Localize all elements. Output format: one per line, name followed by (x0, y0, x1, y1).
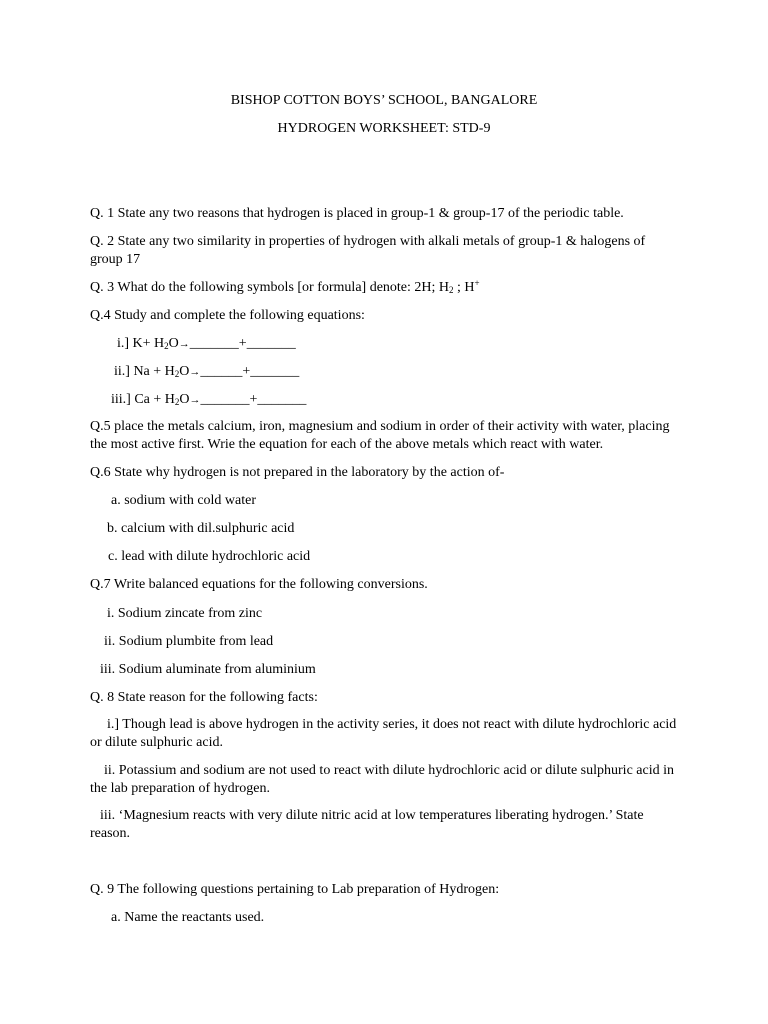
question-7-item-i: i. Sodium zincate from zinc (107, 606, 263, 621)
question-6-option-b: b. calcium with dil.sulphuric acid (107, 521, 295, 536)
question-8: Q. 8 State reason for the following facts: (90, 690, 318, 705)
question-5: Q.5 place the metals calcium, iron, magnesium and sodium in order of their activity with water, placing the most active first. Wrie the equation for each of the above metals which react with water. (90, 419, 670, 452)
equation-1-subscript: 2 (164, 341, 169, 351)
question-1: Q. 1 State any two reasons that hydrogen is placed in group-1 & group-17 of the periodic table. (90, 206, 624, 221)
equation-1-reactants: i.] K+ H (117, 336, 165, 351)
equation-3 (111, 391, 701, 409)
equation-3-subscript: 2 (174, 397, 180, 407)
question-2: Q. 2 State any two similarity in properties of hydrogen with alkali metals of group-1 & halogens of group 17 (90, 234, 646, 267)
question-8-item-i: i.] Though lead is above hydrogen in the activity series, it does not react with dilute hydrochloric acid or dilute sulphuric acid. (90, 717, 677, 750)
equation-3-blanks: _______+_______ (200, 392, 307, 407)
equation-3-reactants: iii.] Ca + H (111, 392, 175, 407)
equation-2-reactants: ii.] Na + H (114, 364, 175, 379)
equation-2-subscript: 2 (174, 369, 180, 379)
question-6-option-c: c. lead with dilute hydrochloric acid (108, 549, 311, 564)
question-8-item-ii: ii. Potassium and sodium are not used to react with dilute hydrochloric acid or dilute sulphuric acid in the lab preparation of hydrogen. (90, 763, 674, 796)
question-9: Q. 9 The following questions pertaining to Lab preparation of Hydrogen: (90, 882, 500, 897)
question-3-superscript: + (474, 278, 480, 288)
question-7: Q.7 Write balanced equations for the following conversions. (90, 577, 428, 592)
equation-2-oxygen: O (179, 364, 190, 379)
question-3-subscript: 2 (449, 285, 454, 295)
question-9-option-a: a. Name the reactants used. (111, 910, 265, 925)
question-7-item-iii: iii. Sodium aluminate from aluminium (100, 662, 316, 677)
question-4: Q.4 Study and complete the following equations: (90, 308, 365, 323)
equation-2-blanks: ______+_______ (200, 364, 300, 379)
question-3-mid: ; H (453, 280, 475, 295)
equation-1-blanks: _______+_______ (189, 336, 296, 351)
equation-2 (114, 363, 704, 381)
question-6: Q.6 State why hydrogen is not prepared in the laboratory by the action of- (90, 465, 505, 480)
school-title: BISHOP COTTON BOYS’ SCHOOL, BANGALORE (230, 93, 538, 108)
question-8-item-iii: iii. ‘Magnesium reacts with very dilute nitric acid at low temperatures liberating hydrogen.’ State reason. (90, 808, 644, 841)
arrow-icon: → (189, 394, 201, 406)
question-3-text: Q. 3 What do the following symbols [or formula] denote: 2H; H (90, 280, 450, 295)
equation-1-oxygen: O (168, 336, 179, 351)
worksheet-title: HYDROGEN WORKSHEET: STD-9 (277, 121, 491, 136)
question-3 (90, 279, 680, 297)
equation-3-oxygen: O (179, 392, 190, 407)
question-7-item-ii: ii. Sodium plumbite from lead (104, 634, 274, 649)
question-6-option-a: a. sodium with cold water (111, 493, 257, 508)
arrow-icon: → (189, 366, 201, 378)
arrow-icon: → (178, 338, 190, 350)
equation-1 (117, 335, 707, 353)
